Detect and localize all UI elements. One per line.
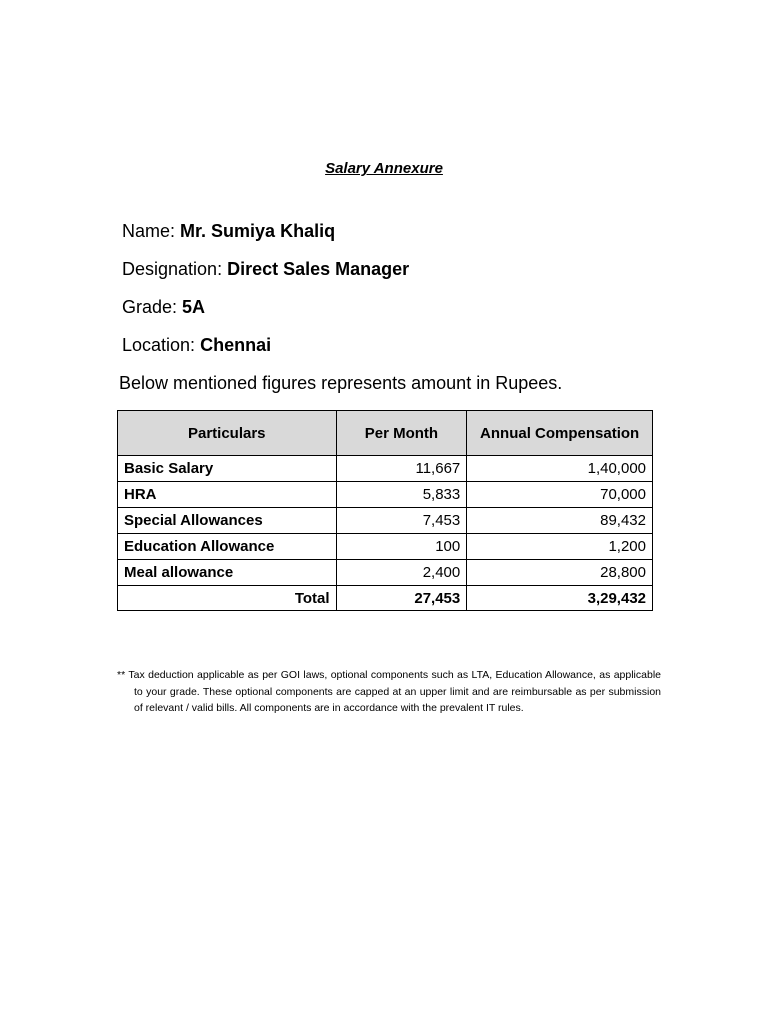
designation-field (122, 259, 409, 280)
total-label: Total (118, 586, 337, 611)
name-label: Name: (122, 221, 176, 241)
location-label: Location: (122, 335, 196, 355)
total-per-month: 27,453 (336, 586, 467, 611)
header-annual-compensation: Annual Compensation (467, 411, 653, 456)
name-value: Mr. Sumiya Khaliq (180, 221, 336, 241)
row-per-month: 5,833 (336, 482, 467, 508)
row-particular: Education Allowance (118, 534, 337, 560)
header-per-month: Per Month (336, 411, 467, 456)
designation-label: Designation: (122, 259, 223, 279)
amount-note: Below mentioned figures represents amount in Rupees. (119, 373, 563, 393)
row-particular: HRA (118, 482, 337, 508)
row-per-month: 2,400 (336, 560, 467, 586)
header-particulars: Particulars (118, 411, 337, 456)
row-per-month: 7,453 (336, 508, 467, 534)
row-annual: 28,800 (467, 560, 653, 586)
row-annual: 70,000 (467, 482, 653, 508)
table-row (118, 560, 653, 586)
table-header-row (118, 411, 653, 456)
row-per-month: 100 (336, 534, 467, 560)
row-particular: Special Allowances (118, 508, 337, 534)
row-per-month: 11,667 (336, 456, 467, 482)
employee-name-field (122, 221, 335, 242)
grade-label: Grade: (122, 297, 178, 317)
row-particular: Meal allowance (118, 560, 337, 586)
row-annual: 89,432 (467, 508, 653, 534)
document-title: Salary Annexure (325, 160, 443, 177)
tax-footnote: ** Tax deduction applicable as per GOI laws, optional components such as LTA, Education Allowance, as applicable to your grade. These optional components are capped at an upper limit and are reimbursable as per submission of relevant / valid bills. All components are in accordance with the prevalent IT rules. (117, 669, 661, 714)
row-particular: Basic Salary (118, 456, 337, 482)
table-row (118, 534, 653, 560)
salary-table (117, 410, 653, 611)
table-total-row (118, 586, 653, 611)
grade-value: 5A (182, 297, 206, 317)
location-value: Chennai (200, 335, 272, 355)
total-annual: 3,29,432 (467, 586, 653, 611)
table-row (118, 508, 653, 534)
row-annual: 1,40,000 (467, 456, 653, 482)
designation-value: Direct Sales Manager (227, 259, 410, 279)
grade-field (122, 297, 205, 318)
location-field (122, 335, 271, 356)
table-row (118, 482, 653, 508)
row-annual: 1,200 (467, 534, 653, 560)
table-row (118, 456, 653, 482)
